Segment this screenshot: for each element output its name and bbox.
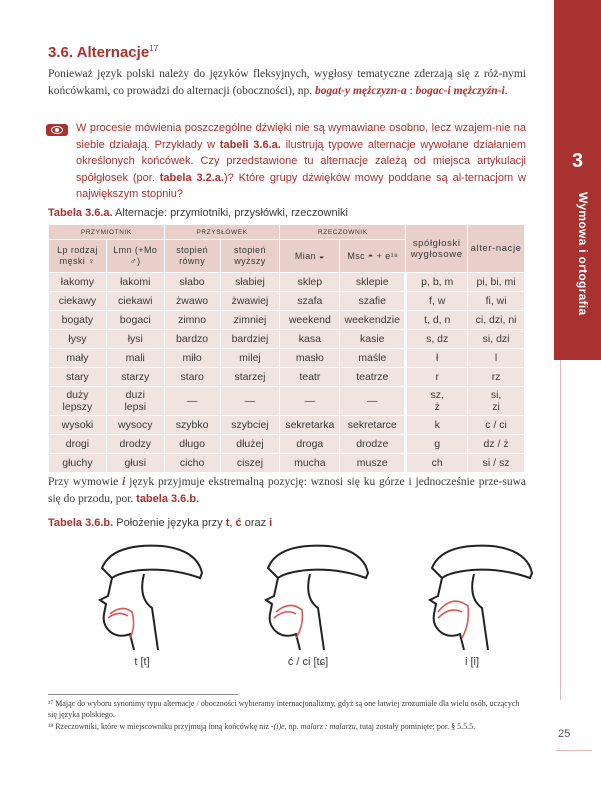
- table-cell: łakomy: [49, 273, 107, 292]
- table-cell: duzi lepsi: [106, 387, 164, 416]
- table-cell: milej: [220, 349, 280, 368]
- table-cell: bogaci: [106, 311, 164, 330]
- table-cell: sekretarce: [340, 416, 406, 435]
- page-number: 25: [558, 728, 571, 740]
- table-row: [49, 387, 525, 416]
- table-cell: sz, ż: [406, 387, 468, 416]
- table-cell: —: [340, 387, 406, 416]
- sidebar-divider: [560, 360, 561, 700]
- table-row: [49, 311, 525, 330]
- table-cell: teatr: [280, 368, 340, 387]
- table-cell: ciekawi: [106, 292, 164, 311]
- table-cell: —: [164, 387, 220, 416]
- table-cell: długo: [164, 435, 220, 454]
- chapter-sidebar: [554, 0, 601, 800]
- table-cell: teatrze: [340, 368, 406, 387]
- after-ref: tabela 3.6.b: [136, 493, 197, 505]
- intro-text: Ponieważ język polski należy do języków fleksyjnych, wygłosy tematyczne zderzają się z róż-nymi końcówkami, co prowadzi do alternacji (oboczności), np.: [48, 68, 526, 97]
- table-cell: szafa: [280, 292, 340, 311]
- footnote-rule: [48, 694, 238, 695]
- header-adverb: PRZYSŁÓWEK: [164, 225, 280, 240]
- table-cell: k: [406, 416, 468, 435]
- table-b-oraz: oraz: [241, 517, 270, 529]
- subheader-positive: stopień równy: [164, 240, 220, 273]
- eye-icon-pupil: [55, 128, 59, 132]
- table-cell: szybciej: [220, 416, 280, 435]
- table-cell: staro: [164, 368, 220, 387]
- table-row: [49, 273, 525, 292]
- label-t: t [t]: [134, 656, 150, 668]
- intro-example-1: bogat-y mężczyzn-a: [314, 85, 407, 97]
- intro-sep: :: [406, 85, 416, 97]
- table-cell: fi, wi: [468, 292, 525, 311]
- table-cell: masło: [280, 349, 340, 368]
- table-cell: drogi: [49, 435, 107, 454]
- label-c: ć / ci [tɕ]: [287, 656, 329, 668]
- table-b-caption: [48, 517, 272, 529]
- table-cell: si, zi: [468, 387, 525, 416]
- table-cell: drodzy: [106, 435, 164, 454]
- table-cell: sekretarka: [280, 416, 340, 435]
- table-cell: słabo: [164, 273, 220, 292]
- intro-example-2: bogac-i mężczyźn-i: [415, 85, 505, 97]
- table-b-comma: ,: [229, 517, 236, 529]
- table-row: [49, 368, 525, 387]
- table-cell: drodze: [340, 435, 406, 454]
- header-final-consonants: spółgłoski wygłosowe: [406, 225, 468, 273]
- subheader-sg-masc: Lp rodzaj męski ♀: [49, 240, 107, 273]
- table-cell: zimniej: [220, 311, 280, 330]
- table-cell: f, w: [406, 292, 468, 311]
- table-row: [49, 454, 525, 473]
- table-a-caption-text: Alternacje: przymiotniki, przysłówki, rzeczowniki: [112, 207, 348, 219]
- table-cell: weekend: [280, 311, 340, 330]
- table-cell: ci, dzi, ni: [468, 311, 525, 330]
- header-adjective: PRZYMIOTNIK: [49, 225, 165, 240]
- chapter-title: Wymowa i ortografia: [576, 192, 590, 316]
- table-row: [49, 349, 525, 368]
- intro-paragraph: [48, 66, 526, 100]
- table-cell: r: [406, 368, 468, 387]
- table-b-sound-2: ć: [235, 517, 242, 529]
- table-cell: ch: [406, 454, 468, 473]
- table-cell: pi, bi, mi: [468, 273, 525, 292]
- table-cell: miło: [164, 349, 220, 368]
- table-cell: dz / ż: [468, 435, 525, 454]
- table-cell: —: [220, 387, 280, 416]
- table-cell: dłużej: [220, 435, 280, 454]
- page-number-rule: [556, 750, 592, 751]
- header-alternations: alter-nacje: [468, 225, 525, 273]
- footnote-18-e: , tutaj zostały pominięte; por. § 5.5.5.: [355, 722, 476, 731]
- table-cell: l: [468, 349, 525, 368]
- eye-icon: [46, 124, 68, 136]
- table-cell: s, dz: [406, 330, 468, 349]
- table-cell: duży lepszy: [49, 387, 107, 416]
- table-cell: sklep: [280, 273, 340, 292]
- task-text-2: ilustrują typowe alternacje wywołane działaniem określonych końcówek. Czy przedstawione tu alternacje zależą od miejsca artykulacji spółgłosek (por.: [76, 138, 527, 184]
- table-cell: łysi: [106, 330, 164, 349]
- after-sound: i: [122, 476, 126, 488]
- table-cell: rz: [468, 368, 525, 387]
- table-row: [49, 435, 525, 454]
- table-b-sound-1: t: [225, 517, 230, 529]
- subheader-nominative: Mian ◒: [280, 240, 340, 273]
- table-cell: c / ci: [468, 416, 525, 435]
- table-cell: bardziej: [220, 330, 280, 349]
- tongue-position-paragraph: [48, 474, 526, 508]
- intro-end: .: [504, 85, 508, 97]
- table-cell: bardzo: [164, 330, 220, 349]
- subheader-locative: Msc ◓ + e¹⁸: [340, 240, 406, 273]
- table-cell: cicho: [164, 454, 220, 473]
- task-paragraph: [76, 120, 526, 203]
- table-cell: ciekawy: [49, 292, 107, 311]
- table-cell: szybko: [164, 416, 220, 435]
- after-end: .: [196, 493, 199, 505]
- section-title-footnote-ref: 17: [149, 44, 159, 53]
- table-cell: mucha: [280, 454, 340, 473]
- chapter-number: 3: [571, 150, 584, 172]
- alternation-table: [48, 224, 525, 473]
- table-cell: bogaty: [49, 311, 107, 330]
- table-cell: weekendzie: [340, 311, 406, 330]
- table-row: [49, 416, 525, 435]
- header-noun: RZECZOWNIK: [280, 225, 406, 240]
- table-cell: ciszej: [220, 454, 280, 473]
- table-a-caption-num: Tabela 3.6.a.: [48, 207, 113, 219]
- table-cell: ł: [406, 349, 468, 368]
- table-cell: wysoki: [49, 416, 107, 435]
- table-cell: słabiej: [220, 273, 280, 292]
- footnotes: [48, 698, 526, 733]
- subheader-pl: Lmn (+Mo ♂): [106, 240, 164, 273]
- footnote-17: ¹⁷ Mając do wyboru synonimy typu alternacje / oboczności wybieramy internacjonalizmy, gdyż są one łatwiej zrozumiałe dla wielu osób, uczących się języka polskiego.: [48, 699, 520, 719]
- table-a-caption: [48, 207, 348, 219]
- task-ref-2: tabela 3.2.a.: [159, 171, 224, 184]
- table-cell: stary: [49, 368, 107, 387]
- table-cell: droga: [280, 435, 340, 454]
- table-cell: si / sz: [468, 454, 525, 473]
- head-profile-c-illustration: [238, 538, 378, 650]
- section-title: [48, 44, 158, 61]
- table-cell: zimno: [164, 311, 220, 330]
- table-cell: starzy: [106, 368, 164, 387]
- footnote-18: [48, 721, 526, 732]
- table-cell: g: [406, 435, 468, 454]
- footnote-18-c: , np.: [284, 722, 301, 731]
- table-cell: musze: [340, 454, 406, 473]
- table-cell: si, dzi: [468, 330, 525, 349]
- table-cell: łysy: [49, 330, 107, 349]
- table-cell: żwawiej: [220, 292, 280, 311]
- table-cell: starzej: [220, 368, 280, 387]
- after-text-2: język przyjmuje ekstremalną pozycję: wznosi się ku górze i jednocześnie prze-suwa się do przodu, por.: [48, 476, 526, 505]
- table-cell: żwawo: [164, 292, 220, 311]
- table-cell: mali: [106, 349, 164, 368]
- table-cell: maśle: [340, 349, 406, 368]
- head-profile-t-illustration: [72, 538, 212, 650]
- table-cell: łakomi: [106, 273, 164, 292]
- table-cell: szafie: [340, 292, 406, 311]
- table-row: [49, 330, 525, 349]
- subheader-comparative: stopień wyższy: [220, 240, 280, 273]
- table-cell: głusi: [106, 454, 164, 473]
- footnote-18-b: -(i)e: [270, 722, 285, 731]
- label-i: i [i]: [464, 656, 480, 668]
- footnote-18-d: malarz : malarzu: [300, 722, 356, 731]
- table-b-caption-text: Położenie języka przy: [113, 517, 226, 529]
- table-cell: sklepie: [340, 273, 406, 292]
- table-cell: —: [280, 387, 340, 416]
- task-text-1: W procesie mówienia poszczególne dźwięki nie są wymawiane osobno, lecz wzajem-nie na siebie działają. Przykłady w: [76, 122, 526, 151]
- table-cell: kasa: [280, 330, 340, 349]
- table-row: [49, 292, 525, 311]
- table-b-sound-3: i: [269, 517, 273, 529]
- footnote-18-a: ¹⁸ Rzeczowniki, które w miejscowniku przyjmują inną końcówkę niż: [48, 722, 271, 731]
- table-cell: kasie: [340, 330, 406, 349]
- after-text-1: Przy wymowie: [48, 476, 123, 488]
- table-cell: t, d, n: [406, 311, 468, 330]
- task-ref-1: tabeli 3.6.a.: [219, 138, 281, 151]
- table-cell: głuchy: [49, 454, 107, 473]
- table-cell: mały: [49, 349, 107, 368]
- table-cell: wysocy: [106, 416, 164, 435]
- table-cell: p, b, m: [406, 273, 468, 292]
- table-b-caption-num: Tabela 3.6.b.: [48, 517, 114, 529]
- task-text-3: )? Które grupy dźwięków mowy poddane są al-ternacjom w największym stopniu?: [76, 171, 526, 200]
- section-title-text: 3.6. Alternacje: [48, 44, 150, 61]
- head-profile-i-illustration: [402, 538, 542, 650]
